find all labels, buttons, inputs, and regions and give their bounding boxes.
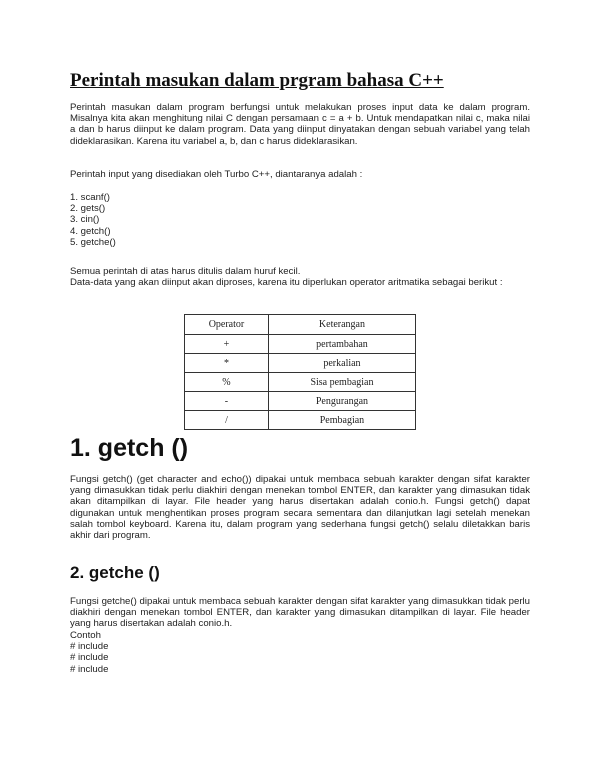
example-label: Contoh bbox=[70, 630, 101, 641]
list-item: 5. getche() bbox=[70, 236, 116, 248]
table-row bbox=[185, 411, 416, 430]
table-cell: perkalian bbox=[268, 354, 415, 373]
operator-table bbox=[184, 314, 416, 430]
table-cell: / bbox=[185, 411, 269, 430]
section-heading-getch: 1. getch () bbox=[70, 434, 189, 462]
table-row bbox=[185, 335, 416, 354]
table-header-row bbox=[185, 315, 416, 335]
section-body-getche: Fungsi getche() dipakai untuk membaca sebuah karakter dengan sifat karakter yang dimasukkan tidak perlu diakhiri dengan menekan tombol ENTER, dan karakter yang dimasukan ditampilkan di layar. File header yang harus disertakan adalah conio.h. bbox=[70, 596, 530, 630]
list-item: 1. scanf() bbox=[70, 192, 110, 203]
intro-paragraph: Perintah masukan dalam program berfungsi untuk melakukan proses input data ke dalam program. Misalnya kita akan menghitung nilai C dengan persamaan c = a + b. Untuk mendapatkan nilai c, maka nilai a dan b harus diinput ke dalam program. Data yang diinput dinyatakan dengan sebuah variabel yang telah dideklarasikan. Karena itu variabel a, b, dan c harus dideklarasikan. bbox=[70, 102, 530, 147]
page-title: Perintah masukan dalam prgram bahasa C++ bbox=[70, 70, 444, 91]
table-cell: Pengurangan bbox=[268, 392, 415, 411]
example-list bbox=[70, 630, 108, 675]
notes-paragraph-2: Data-data yang akan diinput akan diproses, karena itu diperlukan operator aritmatika sebagai berikut : bbox=[70, 277, 503, 288]
code-line: # include bbox=[70, 641, 109, 653]
list-item: 3. cin() bbox=[70, 214, 100, 226]
table-row bbox=[185, 354, 416, 373]
table-cell: pertambahan bbox=[268, 335, 415, 354]
table-cell: Sisa pembagian bbox=[268, 373, 415, 392]
input-command-list bbox=[70, 192, 116, 248]
table-cell: % bbox=[185, 373, 269, 392]
table-row bbox=[185, 392, 416, 411]
table-row bbox=[185, 373, 416, 392]
table-header-keterangan: Keterangan bbox=[268, 315, 415, 335]
list-item: 2. gets() bbox=[70, 203, 106, 215]
section-body-getch: Fungsi getch() (get character and echo()) dipakai untuk membaca sebuah karakter dengan sifat karakter yang dimasukkan tidak perlu diakhiri dengan menekan tombol ENTER, dan karakter yang dimasukan tidak akan ditampilkan di layar. File header yang harus disertakan adalah conio.h. Fungsi getch() dapat digunakan untuk menghentikan proses program secara sementara dan dilanjutkan lagi setelah menekan salah tombol keyboard. Karena itu, dalam program yang sederhana fungsi getch() selalu diletakkan baris akhir dari program. bbox=[70, 474, 530, 542]
table-cell: Pembagian bbox=[268, 411, 415, 430]
table-header-operator: Operator bbox=[185, 315, 269, 335]
table-cell: * bbox=[185, 354, 269, 373]
notes-paragraph: Semua perintah di atas harus ditulis dalam huruf kecil. bbox=[70, 266, 301, 277]
table-cell: - bbox=[185, 392, 269, 411]
list-item: 4. getch() bbox=[70, 225, 111, 237]
code-line: # include bbox=[70, 663, 109, 675]
code-line: # include bbox=[70, 652, 109, 664]
intro-paragraph-2: Perintah input yang disediakan oleh Turbo C++, diantaranya adalah : bbox=[70, 169, 363, 180]
table-cell: + bbox=[185, 335, 269, 354]
section-heading-getche: 2. getche () bbox=[70, 563, 160, 582]
